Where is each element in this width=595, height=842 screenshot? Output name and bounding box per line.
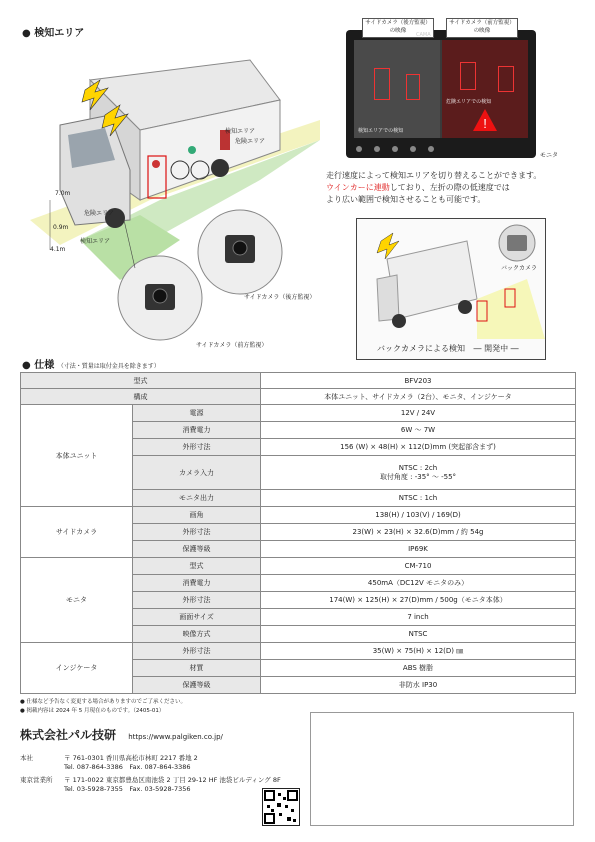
spec-mon-out-value: NTSC : 1ch (261, 490, 576, 507)
company-url[interactable]: https://www.palgiken.co.jp/ (128, 733, 223, 741)
group-side-camera: サイドカメラ (21, 507, 133, 558)
spec-ind-mat-label: 材質 (133, 660, 261, 677)
spec-cam-ip-value: IP69K (261, 541, 576, 558)
spec-cam-ip-label: 保護等級 (133, 541, 261, 558)
spec-mon-power-label: 消費電力 (133, 575, 261, 592)
svg-text:!: ! (483, 116, 487, 131)
spec-cam-in-label: カメラ入力 (133, 456, 261, 490)
label-danger-area-2: 危険エリア (84, 210, 115, 217)
back-camera-label: バックカメラ (501, 265, 538, 272)
spec-cam-dim-value: 23(W) × 23(H) × 32.6(D)mm / 約 54g (261, 524, 576, 541)
spec-cam-in-value2: 取付角度 : -35° ～ -55° (379, 472, 457, 481)
spec-mon-size-label: 画面サイズ (133, 609, 261, 626)
back-camera-status: ― 開発中 ― (473, 344, 519, 353)
footnote-1: ● 仕様など予告なく変更する場合がありますのでご了承ください。 (20, 699, 187, 705)
spec-mon-dim-label: 外形寸法 (133, 592, 261, 609)
spec-mon-dim-value: 174(W) × 125(H) × 27(D)mm / 500g（モニタ本体） (261, 592, 576, 609)
hq-address: 〒 761-0301 香川県高松市林町 2217 番地 2 (64, 754, 198, 762)
spec-mon-model-value: CM-710 (261, 558, 576, 575)
spec-config-label: 構成 (21, 389, 261, 405)
company-name: 株式会社パル技研 (20, 728, 117, 742)
spec-dim-value: 156 (W) × 48(H) × 112(D)mm (突起部含まず) (261, 439, 576, 456)
label-side-camera-front: サイドカメラ（前方監視） (196, 342, 268, 349)
tokyo-label: 東京営業所 (20, 776, 53, 784)
spec-cam-in-value1: NTSC : 2ch (398, 463, 438, 472)
spec-table (20, 372, 576, 694)
spec-consumption-label: 消費電力 (133, 422, 261, 439)
desc-line2: しており、左折の際の低速度では (389, 183, 510, 192)
rear-wheel (211, 159, 229, 177)
monitor-brand: CAMA (416, 32, 431, 38)
desc-line1: 走行速度によって検知エリアを切り替えることができます。 (326, 171, 542, 180)
spec-ind-dim-value: 35(W) × 75(H) × 12(D) ㎜ (261, 643, 576, 660)
group-monitor: モニタ (21, 558, 133, 643)
footnote-2: ● 掲載内容は 2024 年 5 月現在のものです。（2405-01） (20, 708, 165, 714)
spec-consumption-value: 6W ～ 7W (261, 422, 576, 439)
warning-icon (472, 108, 498, 132)
label-danger-area: 危険エリア (235, 138, 266, 145)
back-camera-caption (377, 343, 519, 354)
desc-line3: より広い範囲で検知させることも可能です。 (326, 195, 486, 204)
group-indicator: インジケータ (21, 643, 133, 694)
spec-angle-label: 画角 (133, 507, 261, 524)
section-title-detection: ● 検知エリア (22, 28, 85, 39)
spec-mon-out-label: モニタ出力 (133, 490, 261, 507)
spec-cam-in-value (261, 456, 576, 490)
tokyo-address: 〒 171-0022 東京都豊島区南池袋 2 丁目 29-12 HF 池袋ビルディング 8F (64, 776, 281, 784)
tokyo-tel: Tel. 03-5928-7355 Fax. 03-5928-7356 (64, 785, 191, 793)
spec-ind-ip-label: 保護等級 (133, 677, 261, 694)
back-camera-box (356, 218, 546, 360)
company-header (20, 726, 223, 743)
dimension-0-9m: 0.9m (53, 224, 69, 231)
spec-mon-model-label: 型式 (133, 558, 261, 575)
caption-left: サイドカメラ（後方監視）の映像 (362, 18, 434, 38)
spec-mon-size-value: 7 inch (261, 609, 576, 626)
back-camera-caption-text: バックカメラによる検知 (377, 344, 465, 353)
hq-address-block (20, 754, 310, 774)
monitor-buttons (356, 146, 434, 152)
spec-ind-dim-label: 外形寸法 (133, 643, 261, 660)
group-main-unit: 本体ユニット (21, 405, 133, 507)
label-right: 危険エリアでの検知 (446, 99, 492, 105)
section-title-spec (22, 356, 160, 371)
spec-mon-video-label: 映像方式 (133, 626, 261, 643)
spec-angle-value: 138(H) / 103(V) / 169(D) (261, 507, 576, 524)
spec-cam-dim-label: 外形寸法 (133, 524, 261, 541)
desc-highlight: ウインカーに連動 (326, 183, 390, 192)
spec-note: （寸法・質量は取付金具を除きます） (57, 363, 160, 370)
dealer-stamp-area (310, 712, 574, 826)
qr-code-icon[interactable] (262, 788, 300, 826)
description (326, 170, 586, 206)
label-detect-area-2: 検知エリア (80, 238, 111, 245)
spec-mon-power-value: 450mA（DC12V モニタのみ） (261, 575, 576, 592)
spec-power-label: 電源 (133, 405, 261, 422)
spec-model-value: BFV203 (261, 373, 576, 389)
spec-title: ● 仕様 (22, 360, 55, 371)
spec-ind-ip-value: 非防水 IP30 (261, 677, 576, 694)
spec-config-value: 本体ユニット、サイドカメラ（2台）、モニタ、インジケータ (261, 389, 576, 405)
hq-tel: Tel. 087-864-3386 Fax. 087-864-3386 (64, 763, 191, 771)
hq-label: 本社 (20, 754, 33, 762)
dimension-7m: 7.0m (55, 190, 71, 197)
label-side-camera-rear: サイドカメラ（後方監視） (244, 294, 316, 301)
label-left: 検知エリアでの検知 (358, 128, 404, 134)
spec-ind-mat-value: ABS 樹脂 (261, 660, 576, 677)
label-detect-area: 検知エリア (225, 128, 256, 135)
spec-mon-video-value: NTSC (261, 626, 576, 643)
dimension-4-1m: 4.1m (50, 246, 66, 253)
monitor-label: モニタ (540, 152, 559, 159)
caption-right: サイドカメラ（前方監視）の映像 (446, 18, 518, 38)
back-camera-illustration (357, 219, 545, 339)
spec-power-value: 12V / 24V (261, 405, 576, 422)
footnotes (20, 698, 186, 716)
screen-right (442, 20, 528, 138)
spec-model-label: 型式 (21, 373, 261, 389)
spec-dim-label: 外形寸法 (133, 439, 261, 456)
monitor (346, 20, 536, 158)
